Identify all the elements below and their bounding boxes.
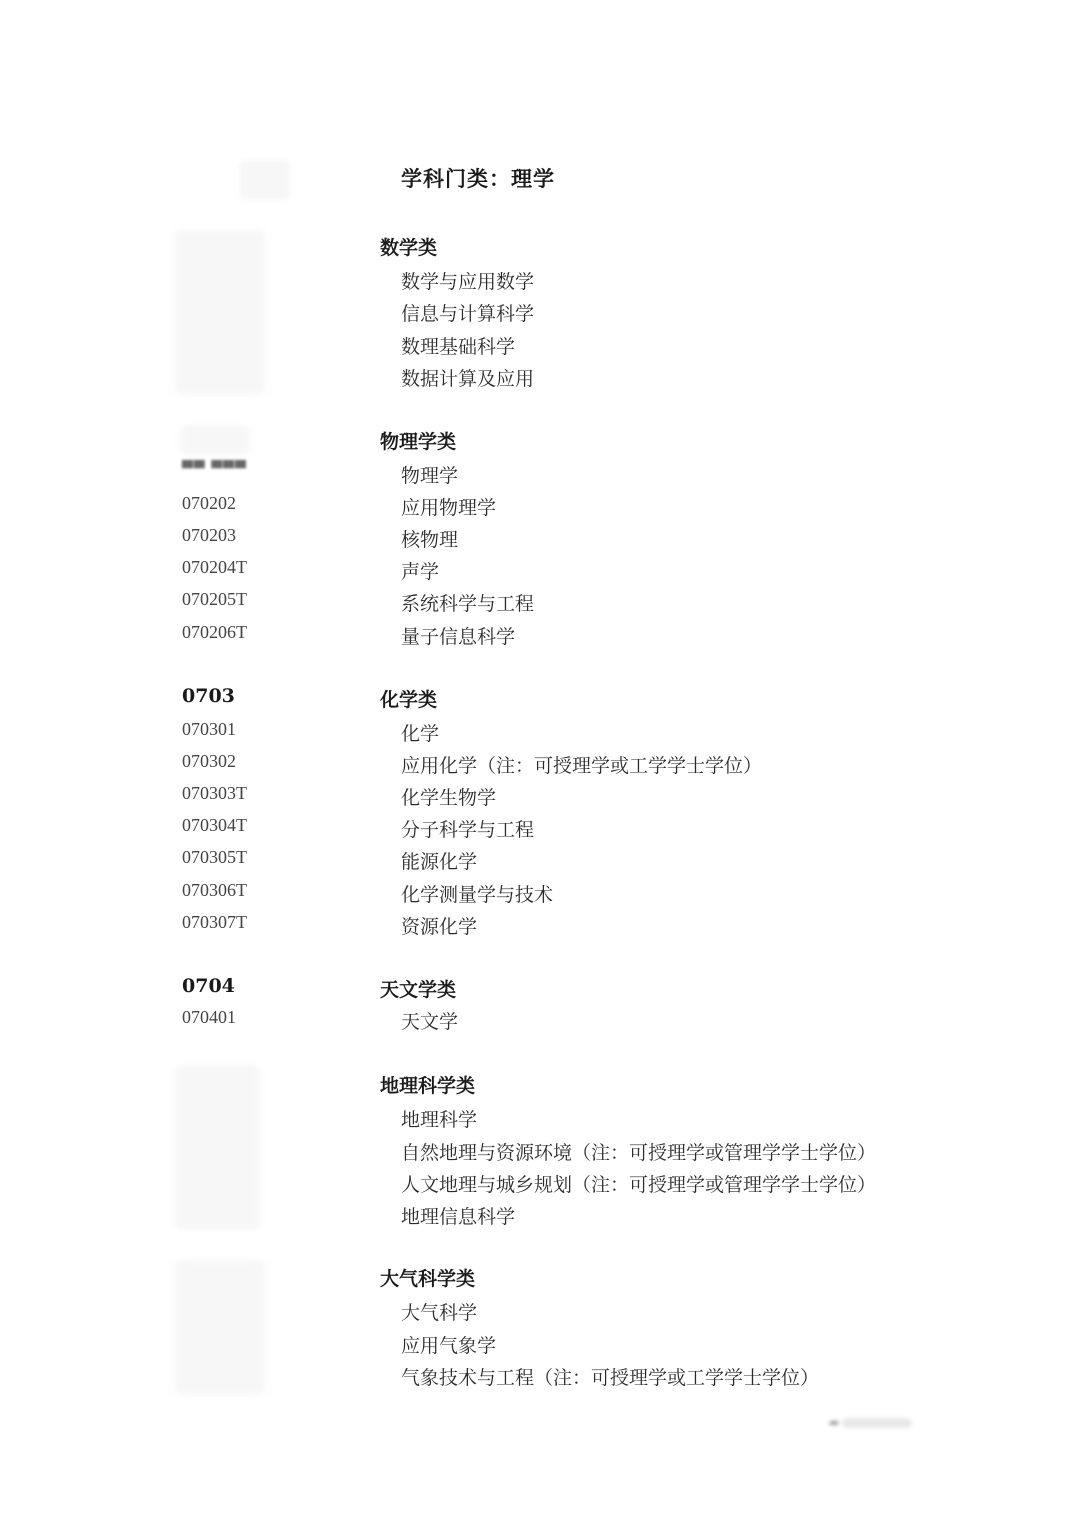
item-name: 声学 <box>401 561 440 583</box>
item-name: 气象技术与工程（注：可授理学或工学学士学位） <box>401 1367 820 1389</box>
item-name: 应用气象学 <box>401 1335 497 1357</box>
section-code: 0703 <box>182 685 235 707</box>
item-name: 数学与应用数学 <box>401 271 535 293</box>
list-item <box>0 299 1080 329</box>
list-item <box>0 1363 1080 1393</box>
section-code: 0704 <box>182 975 235 997</box>
item-code: 070306T <box>182 880 247 900</box>
item-name: 信息与计算科学 <box>401 303 535 325</box>
item-name: 化学测量学与技术 <box>401 884 554 906</box>
list-item <box>0 1007 1080 1037</box>
list-item <box>0 525 1080 555</box>
list-item <box>0 622 1080 652</box>
obscured-area <box>240 160 290 200</box>
item-code: 070303T <box>182 783 247 803</box>
item-code: 070204T <box>182 557 247 577</box>
list-item <box>0 1331 1080 1361</box>
item-name: 量子信息科学 <box>401 626 516 648</box>
section-name: 地理科学类 <box>380 1075 476 1097</box>
watermark-blur <box>842 1418 912 1428</box>
list-item <box>0 751 1080 781</box>
list-item <box>0 493 1080 523</box>
list-item <box>0 267 1080 297</box>
item-name: 应用化学（注：可授理学或工学学士学位） <box>401 755 763 777</box>
item-name: 能源化学 <box>401 851 478 873</box>
list-item <box>0 461 1080 491</box>
obscured-code: ▀▀ ▀▀▀ <box>182 461 247 477</box>
section-name: 大气科学类 <box>380 1268 476 1290</box>
item-name: 化学 <box>401 723 440 745</box>
item-name: 化学生物学 <box>401 787 497 809</box>
item-name: 地理科学 <box>401 1109 478 1131</box>
list-item <box>0 1170 1080 1200</box>
item-name: 人文地理与城乡规划（注：可授理学或管理学学士学位） <box>401 1174 877 1196</box>
item-code: 070203 <box>182 525 236 545</box>
list-item <box>0 719 1080 749</box>
item-code: 070205T <box>182 589 247 609</box>
item-name: 地理信息科学 <box>401 1206 516 1228</box>
page-title: 学科门类：理学 <box>401 166 555 191</box>
item-name: 资源化学 <box>401 916 478 938</box>
item-code: 070305T <box>182 847 247 867</box>
list-item <box>0 912 1080 942</box>
list-item <box>0 880 1080 910</box>
list-item <box>0 557 1080 587</box>
list-item <box>0 332 1080 362</box>
item-code: 070307T <box>182 912 247 932</box>
item-name: 天文学 <box>401 1011 459 1033</box>
item-code: 070206T <box>182 622 247 642</box>
item-name: 自然地理与资源环境（注：可授理学或管理学学士学位） <box>401 1142 877 1164</box>
list-item <box>0 783 1080 813</box>
list-item <box>0 1138 1080 1168</box>
watermark-dash <box>830 1422 838 1424</box>
section-name: 化学类 <box>380 689 438 711</box>
item-name: 系统科学与工程 <box>401 593 535 615</box>
list-item <box>0 1105 1080 1135</box>
section-name: 天文学类 <box>380 979 457 1001</box>
list-item <box>0 364 1080 394</box>
item-name: 核物理 <box>401 529 459 551</box>
item-name: 数据计算及应用 <box>401 368 535 390</box>
item-name: 分子科学与工程 <box>401 819 535 841</box>
list-item <box>0 1202 1080 1232</box>
list-item <box>0 847 1080 877</box>
section-name: 物理学类 <box>380 431 457 453</box>
item-code: 070302 <box>182 751 236 771</box>
section-name: 数学类 <box>380 237 438 259</box>
item-code: 070401 <box>182 1007 236 1027</box>
item-name: 数理基础科学 <box>401 336 516 358</box>
item-code: 070202 <box>182 493 236 513</box>
item-code: 070301 <box>182 719 236 739</box>
watermark <box>830 1414 920 1432</box>
item-name: 物理学 <box>401 465 459 487</box>
list-item <box>0 815 1080 845</box>
item-name: 应用物理学 <box>401 497 497 519</box>
list-item <box>0 1298 1080 1328</box>
list-item <box>0 589 1080 619</box>
item-code: 070304T <box>182 815 247 835</box>
obscured-area <box>180 425 250 455</box>
item-name: 大气科学 <box>401 1302 478 1324</box>
